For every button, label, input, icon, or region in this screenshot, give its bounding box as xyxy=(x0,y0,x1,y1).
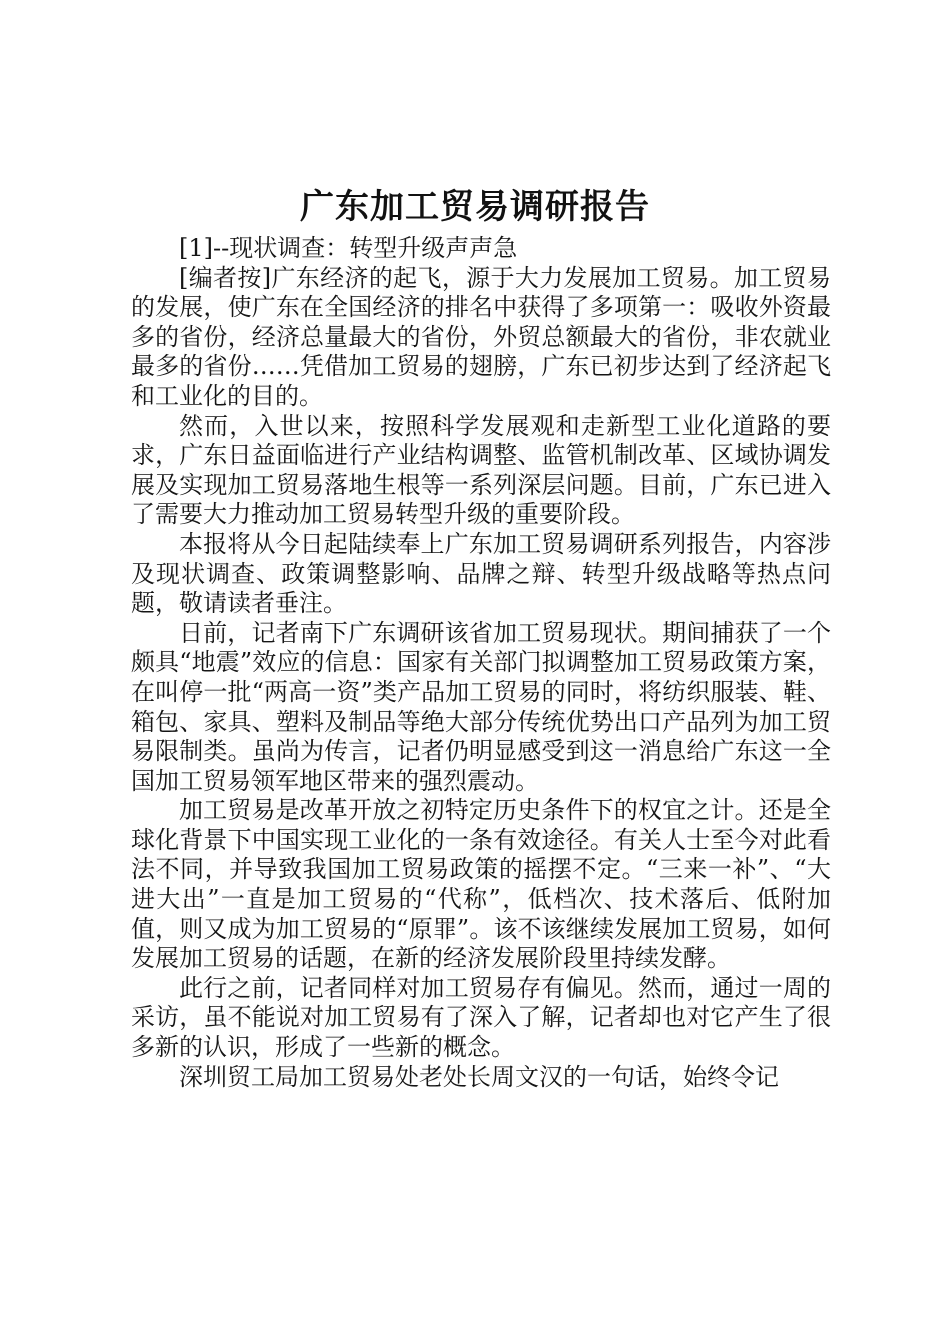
paragraph: 深圳贸工局加工贸易处老处长周文汉的一句话，始终令记 xyxy=(179,1062,779,1091)
document-body xyxy=(131,234,831,1092)
paragraph: 此行之前，记者同样对加工贸易存有偏见。然而，通过一周的采访，虽不能说对加工贸易有了深入了解，记者却也对它产生了很多新的认识，形成了一些新的概念。 xyxy=(131,973,831,1062)
paragraph: 然而，入世以来，按照科学发展观和走新型工业化道路的要求，广东日益面临进行产业结构调整、监管机制改革、区域协调发展及实现加工贸易落地生根等一系列深层问题。目前，广东已进入了需要大力推动加工贸易转型升级的重要阶段。 xyxy=(131,411,831,529)
subheading: [1]--现状调查：转型升级声声急 xyxy=(179,234,518,262)
paragraph: 日前，记者南下广东调研该省加工贸易现状。期间捕获了一个颇具“地震”效应的信息：国家有关部门拟调整加工贸易政策方案，在叫停一批“两高一资”类产品加工贸易的同时，将纺织服装、鞋、箱包、家具、塑料及制品等绝大部分传统优势出口产品列为加工贸易限制类。虽尚为传言，记者仍明显感受到这一消息给广东这一全国加工贸易领军地区带来的强烈震动。 xyxy=(131,618,831,795)
document-title: 广东加工贸易调研报告 xyxy=(300,187,650,227)
paragraph: 加工贸易是改革开放之初特定历史条件下的权宜之计。还是全球化背景下中国实现工业化的一条有效途径。有关人士至今对此看法不同，并导致我国加工贸易政策的摇摆不定。“三来一补”、“大进大出”一直是加工贸易的“代称”，低档次、技术落后、低附加值，则又成为加工贸易的“原罪”。该不该继续发展加工贸易，如何发展加工贸易的话题，在新的经济发展阶段里持续发酵。 xyxy=(131,796,831,973)
paragraph-editor-note: [编者按]广东经济的起飞，源于大力发展加工贸易。加工贸易的发展，使广东在全国经济的排名中获得了多项第一：吸收外资最多的省份，经济总量最大的省份，外贸总额最大的省份，非农就业最多的省份……凭借加工贸易的翅膀，广东已初步达到了经济起飞和工业化的目的。 xyxy=(131,263,831,410)
paragraph: 本报将从今日起陆续奉上广东加工贸易调研系列报告，内容涉及现状调查、政策调整影响、品牌之辩、转型升级战略等热点问题，敬请读者垂注。 xyxy=(131,529,831,618)
